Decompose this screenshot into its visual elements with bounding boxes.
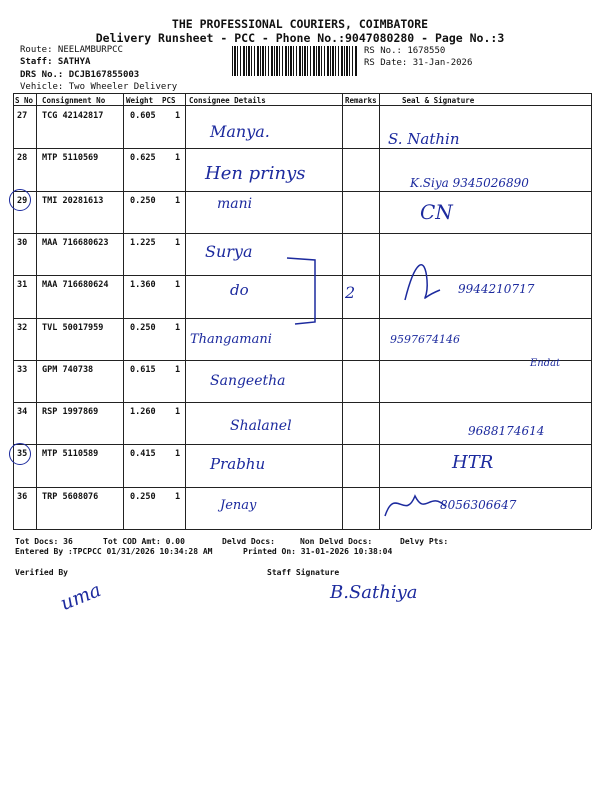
row-divider: [13, 191, 591, 192]
row-weight: 0.250: [130, 195, 156, 206]
row-consignment: RSP 1997869: [42, 407, 99, 418]
row-pcs: 1: [175, 195, 181, 206]
row-consignment: TRP 5608076: [42, 491, 99, 502]
row-sno: 29: [17, 195, 28, 206]
row-consignee: Surya: [205, 242, 253, 261]
row-weight: 1.360: [130, 280, 156, 291]
staff-signature-label: Staff Signature: [267, 568, 340, 577]
header-weight: Weight: [126, 96, 154, 105]
row-consignee: mani: [217, 196, 253, 212]
row-pcs: 1: [175, 364, 181, 375]
header-seal: Seal & Signature: [402, 96, 475, 105]
row-pcs: 1: [175, 322, 181, 333]
header-consignee: Consignee Details: [189, 96, 266, 105]
row-sno: 33: [17, 364, 28, 375]
entered-by: Entered By :TPCPCC 01/31/2026 10:34:28 AM: [15, 547, 213, 556]
row-pcs: 1: [175, 237, 181, 248]
row-weight: 0.415: [130, 449, 156, 460]
row-weight: 0.605: [130, 111, 156, 121]
row-weight: 0.615: [130, 364, 156, 375]
signature-scribble-icon: [380, 486, 450, 526]
drs-label: DRS No.: DCJB167855003: [20, 70, 140, 80]
header-consignment: Consignment No: [42, 96, 106, 105]
row-divider: [13, 487, 591, 488]
row-pcs: 1: [175, 449, 181, 460]
row-consignment: MAA 716680624: [42, 280, 109, 291]
row-sno: 32: [17, 322, 28, 333]
header-pcs: PCS: [162, 96, 176, 105]
row-weight: 0.250: [130, 322, 156, 333]
row-consignment: MTP 5110589: [42, 449, 99, 460]
row-consignee: Sangeetha: [210, 373, 286, 389]
rs-date: RS Date: 31-Jan-2026: [364, 58, 473, 68]
row-consignment: MAA 716680623: [42, 237, 109, 248]
row-seal-signature: HTR: [452, 452, 494, 473]
row-weight: 0.250: [130, 491, 156, 502]
printed-on: Printed On: 31-01-2026 10:38:04: [243, 547, 393, 556]
row-seal-signature: 9688174614: [468, 424, 545, 438]
row-seal-signature: S. Nathin: [388, 130, 460, 148]
row-weight: 1.225: [130, 237, 156, 248]
delivered-docs: Delvd Docs:: [222, 537, 275, 546]
row-consignment: GPM 740738: [42, 364, 94, 375]
row-weight: 0.625: [130, 153, 156, 164]
row-consignee: Prabhu: [210, 455, 266, 473]
row-sno: 31: [17, 280, 28, 291]
header-remarks: Remarks: [345, 96, 377, 105]
row-sno: 28: [17, 153, 28, 164]
row-seal-signature: Endat: [530, 358, 561, 369]
staff-label: Staff: SATHYA: [20, 57, 91, 67]
total-cod: Tot COD Amt: 0.00: [103, 537, 185, 546]
row-weight: 1.260: [130, 407, 156, 418]
row-divider: [13, 360, 591, 361]
row-consignee: Shalanel: [230, 418, 292, 434]
non-delivered-docs: Non Delvd Docs:: [300, 537, 373, 546]
row-consignment: TVL 50017959: [42, 322, 104, 333]
rs-number: RS No.: 1678550: [364, 46, 446, 56]
row-sno: 34: [17, 407, 28, 418]
row-sno: 36: [17, 491, 28, 502]
row-divider: [13, 444, 591, 445]
row-seal-signature: 9597674146: [390, 333, 460, 346]
header-sno: S No: [15, 96, 34, 105]
circle-mark-icon: [9, 189, 31, 211]
row-seal-signature: CN: [420, 200, 453, 224]
signature-scribble-icon: [395, 250, 455, 310]
row-consignee: Thangamani: [190, 332, 272, 347]
bracket-mark-icon: [285, 250, 325, 330]
row-consignment: TCG 42142817: [42, 111, 104, 121]
row-pcs: 1: [175, 111, 181, 121]
row-consignee: Jenay: [220, 498, 257, 513]
row-pcs: 1: [175, 153, 181, 164]
row-pcs: 1: [175, 491, 181, 502]
row-consignee: Manya.: [210, 122, 270, 141]
row-seal-signature: 8056306647: [440, 498, 517, 512]
row-divider: [13, 402, 591, 403]
row-pcs: 1: [175, 407, 181, 418]
route-label: Route: NEELAMBURPCC: [20, 45, 123, 55]
row-sno: 27: [17, 111, 28, 121]
verified-by-label: Verified By: [15, 568, 68, 577]
row-divider: [13, 233, 591, 234]
total-docs: Tot Docs: 36: [15, 537, 73, 546]
row-remarks: 2: [345, 283, 356, 302]
row-seal-signature: 9944210717: [458, 282, 535, 296]
row-divider: [13, 148, 591, 149]
row-consignment: TMI 20281613: [42, 195, 104, 206]
row-consignee: Hen prinys: [205, 163, 306, 184]
staff-signature: B.Sathiya: [330, 582, 418, 603]
delivery-points: Delvy Pts:: [400, 537, 449, 546]
row-consignee: do: [230, 281, 249, 299]
verified-signature: uma: [57, 579, 105, 615]
row-sno: 35: [17, 449, 28, 460]
barcode-icon: [232, 46, 358, 76]
row-pcs: 1: [175, 280, 181, 291]
row-seal-signature: K.Siya 9345026890: [410, 176, 529, 190]
vehicle-label: Vehicle: Two Wheeler Delivery: [20, 82, 178, 92]
circle-mark-icon: [9, 443, 31, 465]
row-sno: 30: [17, 237, 28, 248]
company-title: THE PROFESSIONAL COURIERS, COIMBATORE: [171, 17, 429, 31]
runsheet-subtitle: Delivery Runsheet - PCC - Phone No.:9047080280 - Page No.:3: [95, 31, 505, 45]
row-consignment: MTP 5110569: [42, 153, 99, 164]
